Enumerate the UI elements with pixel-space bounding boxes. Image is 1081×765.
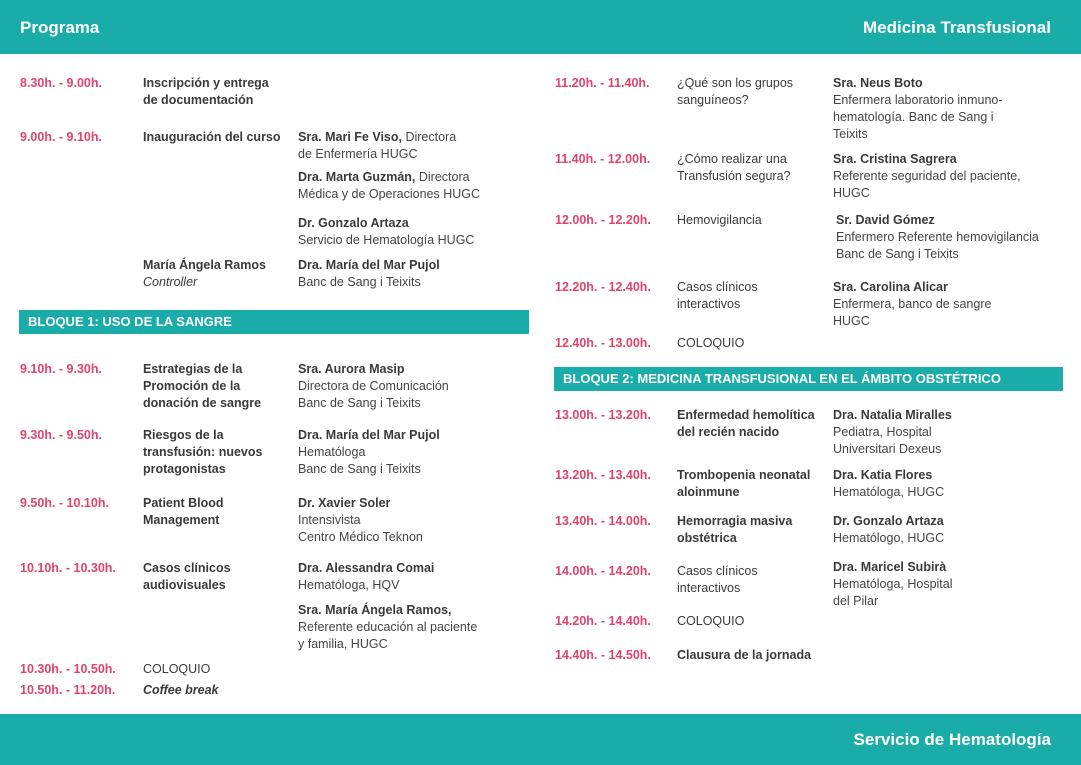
header-title-left: Programa bbox=[20, 18, 100, 37]
session-topic: Trombopenia neonatal aloinmune bbox=[677, 468, 811, 499]
speaker: Dra. Katia Flores Hematóloga, HUGC bbox=[833, 468, 945, 499]
speaker: Dra. María del Mar Pujol Banc de Sang i Teixits bbox=[298, 258, 440, 289]
session-topic: COLOQUIO bbox=[677, 336, 745, 350]
session-topic: Inauguración del curso bbox=[143, 130, 281, 144]
speaker: Dra. Alessandra Comai Hematóloga, HQV bbox=[298, 561, 435, 592]
speaker: Dr. Xavier Soler Intensivista Centro Médico Teknon bbox=[298, 496, 423, 544]
time-slot: 12.40h. - 13.00h. bbox=[555, 336, 651, 350]
time-slot: 14.20h. - 14.40h. bbox=[555, 614, 651, 628]
time-slot: 14.00h. - 14.20h. bbox=[555, 564, 651, 578]
time-slot: 12.00h. - 12.20h. bbox=[555, 213, 651, 227]
block-2-heading: BLOQUE 2: MEDICINA TRANSFUSIONAL EN EL ÁMBITO OBSTÉTRICO bbox=[554, 367, 1063, 391]
footer-title: Servicio de Hematología bbox=[853, 730, 1051, 749]
speaker: Dra. Maricel Subirà Hematóloga, Hospital del Pilar bbox=[833, 560, 953, 608]
speaker: Sra. Aurora Masip Directora de Comunicación Banc de Sang i Teixits bbox=[298, 362, 449, 410]
speaker: Dr. Gonzalo Artaza Servicio de Hematología HUGC bbox=[298, 216, 475, 247]
session-topic: COLOQUIO bbox=[677, 614, 745, 628]
time-slot: 9.00h. - 9.10h. bbox=[20, 130, 102, 144]
time-slot: 9.10h. - 9.30h. bbox=[20, 362, 102, 376]
session-topic: Patient Blood Management bbox=[143, 496, 224, 527]
session-topic: Hemovigilancia bbox=[677, 213, 762, 227]
session-topic: COLOQUIO bbox=[143, 662, 211, 676]
session-topic: Enfermedad hemolítica del recién nacido bbox=[677, 408, 815, 439]
time-slot: 13.20h. - 13.40h. bbox=[555, 468, 651, 482]
time-slot: 13.40h. - 14.00h. bbox=[555, 514, 651, 528]
session-topic: Clausura de la jornada bbox=[677, 648, 812, 662]
session-topic: ¿Qué son los grupos sanguíneos? bbox=[677, 76, 794, 107]
header-bar bbox=[0, 0, 1081, 54]
block-1-heading: BLOQUE 1: USO DE LA SANGRE bbox=[19, 310, 529, 334]
time-slot: 12.20h. - 12.40h. bbox=[555, 280, 651, 294]
session-topic: ¿Cómo realizar una Transfusión segura? bbox=[677, 152, 791, 183]
session-topic: Casos clínicos audiovisuales bbox=[143, 561, 231, 592]
speaker: Sr. David Gómez Enfermero Referente hemovigilancia Banc de Sang i Teixits bbox=[836, 213, 1039, 261]
session-topic: Riesgos de la transfusión: nuevos protagonistas bbox=[143, 428, 263, 476]
session-topic: Inscripción y entrega de documentación bbox=[143, 76, 269, 107]
time-slot: 9.50h. - 10.10h. bbox=[20, 496, 109, 510]
speaker: Dra. Marta Guzmán, Directora Médica y de Operaciones HUGC bbox=[298, 170, 481, 201]
session-topic: Coffee break bbox=[143, 683, 219, 697]
speaker: Sra. Carolina Alicar Enfermera, banco de sangre HUGC bbox=[833, 280, 992, 328]
header-title-right: Medicina Transfusional bbox=[863, 18, 1051, 37]
speaker: Dra. Natalia Miralles Pediatra, Hospital Universitari Dexeus bbox=[833, 408, 952, 456]
time-slot: 11.40h. - 12.00h. bbox=[555, 152, 651, 166]
speaker: Sra. Cristina Sagrera Referente seguridad del paciente, HUGC bbox=[833, 152, 1021, 200]
time-slot: 10.10h. - 10.30h. bbox=[20, 561, 116, 575]
time-slot: 10.30h. - 10.50h. bbox=[20, 662, 116, 676]
speaker: Sra. Mari Fe Viso, Directora de Enfermería HUGC bbox=[298, 130, 457, 161]
speaker: Sra. María Ángela Ramos, Referente educación al paciente y familia, HUGC bbox=[298, 603, 478, 651]
controller: María Ángela Ramos Controller bbox=[143, 258, 266, 289]
time-slot: 10.50h. - 11.20h. bbox=[20, 683, 116, 697]
time-slot: 8.30h. - 9.00h. bbox=[20, 76, 102, 90]
time-slot: 11.20h. - 11.40h. bbox=[555, 76, 650, 90]
session-topic: Casos clínicos interactivos bbox=[677, 280, 758, 311]
session-topic: Estrategias de la Promoción de la donación de sangre bbox=[143, 362, 262, 410]
session-topic: Hemorragia masiva obstétrica bbox=[677, 514, 793, 545]
speaker: Sra. Neus Boto Enfermera laboratorio inmuno- hematología. Banc de Sang i Teixits bbox=[833, 76, 1003, 141]
time-slot: 14.40h. - 14.50h. bbox=[555, 648, 651, 662]
time-slot: 13.00h. - 13.20h. bbox=[555, 408, 651, 422]
speaker: Dr. Gonzalo Artaza Hematólogo, HUGC bbox=[833, 514, 945, 545]
session-topic: Casos clínicos interactivos bbox=[677, 564, 758, 595]
time-slot: 9.30h. - 9.50h. bbox=[20, 428, 102, 442]
speaker: Dra. María del Mar Pujol Hematóloga Banc de Sang i Teixits bbox=[298, 428, 440, 476]
footer-bar bbox=[0, 714, 1081, 765]
